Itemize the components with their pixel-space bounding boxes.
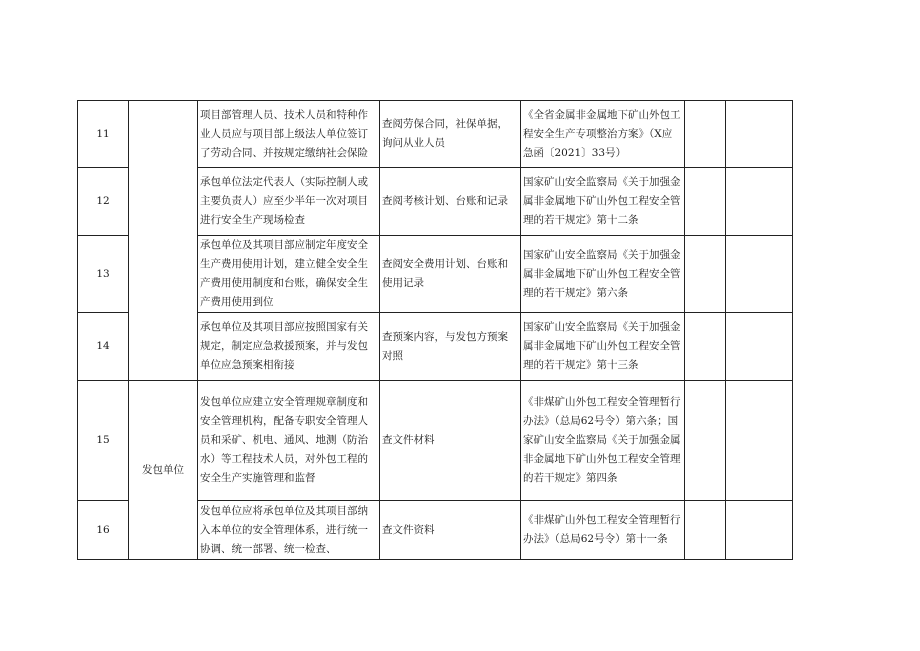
legal-basis: 国家矿山安全监察局《关于加强金属非金属地下矿山外包工程安全管理的若干规定》第十二条 bbox=[521, 168, 685, 236]
check-content: 承包单位法定代表人（实际控制人或主要负责人）应至少半年一次对项目进行安全生产现场检查 bbox=[198, 168, 380, 236]
remark-cell bbox=[726, 501, 793, 560]
check-content: 发包单位应将承包单位及其项目部纳入本单位的安全管理体系，进行统一协调、统一部署、统一检查、 bbox=[198, 501, 380, 560]
row-number: 13 bbox=[78, 236, 129, 313]
result-cell bbox=[685, 501, 726, 560]
row-number: 14 bbox=[78, 313, 129, 381]
inspection-table bbox=[77, 100, 793, 560]
remark-cell bbox=[726, 381, 793, 501]
result-cell bbox=[685, 381, 726, 501]
check-method: 查阅劳保合同，社保单据，询问从业人员 bbox=[380, 101, 521, 168]
check-method: 查预案内容，与发包方预案对照 bbox=[380, 313, 521, 381]
check-method: 查文件资料 bbox=[380, 501, 521, 560]
result-cell bbox=[685, 313, 726, 381]
check-content: 承包单位及其项目部应制定年度安全生产费用使用计划，建立健全安全生产费用使用制度和台账，确保安全生产费用使用到位 bbox=[198, 236, 380, 313]
check-content: 发包单位应建立安全管理规章制度和安全管理机构，配备专职安全管理人员和采矿、机电、通风、地测（防治水）等工程技术人员，对外包工程的安全生产实施管理和监督 bbox=[198, 381, 380, 501]
check-method: 查阅考核计划、台账和记录 bbox=[380, 168, 521, 236]
legal-basis: 国家矿山安全监察局《关于加强金属非金属地下矿山外包工程安全管理的若干规定》第六条 bbox=[521, 236, 685, 313]
row-number: 15 bbox=[78, 381, 129, 501]
check-content: 承包单位及其项目部应按照国家有关规定，制定应急救援预案，并与发包单位应急预案相衔接 bbox=[198, 313, 380, 381]
row-number: 12 bbox=[78, 168, 129, 236]
remark-cell bbox=[726, 313, 793, 381]
remark-cell bbox=[726, 101, 793, 168]
legal-basis: 国家矿山安全监察局《关于加强金属非金属地下矿山外包工程安全管理的若干规定》第十三条 bbox=[521, 313, 685, 381]
check-content: 项目部管理人员、技术人员和特种作业人员应与项目部上级法人单位签订了劳动合同、并按规定缴纳社会保险 bbox=[198, 101, 380, 168]
check-method: 查阅安全费用计划、台账和使用记录 bbox=[380, 236, 521, 313]
check-method: 查文件材料 bbox=[380, 381, 521, 501]
remark-cell bbox=[726, 168, 793, 236]
legal-basis: 《非煤矿山外包工程安全管理暂行办法》（总局62号令）第六条；国家矿山安全监察局《关于加强金属非金属地下矿山外包工程安全管理的若干规定》第四条 bbox=[521, 381, 685, 501]
result-cell bbox=[685, 101, 726, 168]
result-cell bbox=[685, 236, 726, 313]
legal-basis: 《非煤矿山外包工程安全管理暂行办法》（总局62号令）第十一条 bbox=[521, 501, 685, 560]
row-number: 11 bbox=[78, 101, 129, 168]
row-number: 16 bbox=[78, 501, 129, 560]
table-row bbox=[78, 101, 793, 168]
result-cell bbox=[685, 168, 726, 236]
legal-basis: 《全省金属非金属地下矿山外包工程安全生产专项整治方案》（X应急函〔2021〕33号） bbox=[521, 101, 685, 168]
unit-cell: 发包单位 bbox=[129, 381, 198, 560]
remark-cell bbox=[726, 236, 793, 313]
unit-cell-empty bbox=[129, 101, 198, 381]
table-row bbox=[78, 381, 793, 501]
